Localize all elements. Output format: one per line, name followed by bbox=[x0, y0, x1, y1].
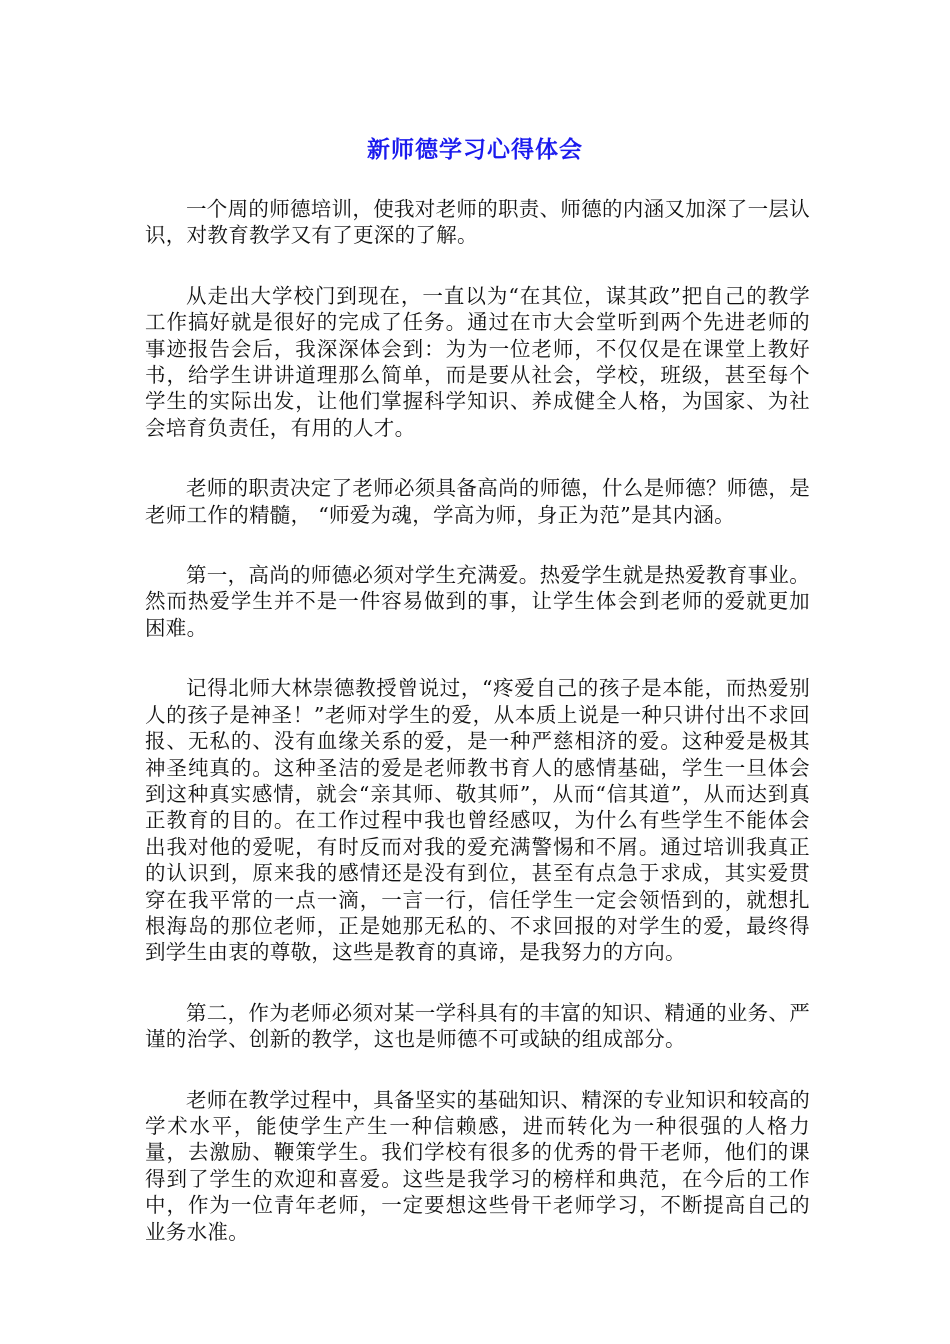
paragraph-6: 第二，作为老师必须对某一学科具有的丰富的知识、精通的业务、严谨的治学、创新的教学，这也是师德不可或缺的组成部分。 bbox=[145, 1000, 810, 1052]
paragraph-2: 从走出大学校门到现在，一直以为“在其位，谋其政”把自己的教学工作搞好就是很好的完成了任务。通过在市大会堂听到两个先进老师的事迹报告会后，我深深体会到：为为一位老师，不仅仅是在课堂上教好书，给学生讲讲道理那么简单，而是要从社会，学校，班级，甚至每个学生的实际出发，让他们掌握科学知识、养成健全人格，为国家、为社会培育负责任，有用的人才。 bbox=[145, 283, 810, 440]
paragraph-7: 老师在教学过程中，具备坚实的基础知识、精深的专业知识和较高的学术水平，能使学生产生一种信赖感，进而转化为一种很强的人格力量，去激励、鞭策学生。我们学校有很多的优秀的骨干老师，他们的课得到了学生的欢迎和喜爱。这些是我学习的榜样和典范，在今后的工作中，作为一位青年老师，一定要想这些骨干老师学习，不断提高自己的业务水准。 bbox=[145, 1087, 810, 1244]
paragraph-1: 一个周的师德培训，使我对老师的职责、师德的内涵又加深了一层认识，对教育教学又有了更深的了解。 bbox=[145, 197, 810, 248]
paragraph-3: 老师的职责决定了老师必须具备高尚的师德，什么是师德？师德，是老师工作的精髓， “师爱为魂，学高为师，身正为范”是其内涵。 bbox=[145, 476, 810, 527]
paragraph-5: 记得北师大林崇德教授曾说过，“疼爱自己的孩子是本能，而热爱别人的孩子是神圣！”老师对学生的爱，从本质上说是一种只讲付出不求回报、无私的、没有血缘关系的爱，是一种严慈相济的爱。这种爱是极其神圣纯真的。这种圣洁的爱是老师教书育人的感情基础，学生一旦体会到这种真实感情，就会“亲其师、敬其师”，从而“信其道”，从而达到真正教育的目的。在工作过程中我也曾经感叹，为什么有些学生不能体会出我对他的爱呢，有时反而对我的爱充满警惕和不屑。通过培训我真正的认识到，原来我的感情还是没有到位，甚至有点急于求成，其实爱贯穿在我平常的一点一滴，一言一行，信任学生一定会领悟到的，就想扎根海岛的那位老师，正是她那无私的、不求回报的对学生的爱，最终得到学生由衷的尊敬，这些是教育的真谛，是我努力的方向。 bbox=[145, 676, 810, 965]
paragraph-4: 第一，高尚的师德必须对学生充满爱。热爱学生就是热爱教育事业。然而热爱学生并不是一件容易做到的事，让学生体会到老师的爱就更加困难。 bbox=[145, 563, 810, 640]
document-title: 新师德学习心得体会 bbox=[367, 137, 583, 163]
document-body bbox=[145, 196, 810, 1279]
